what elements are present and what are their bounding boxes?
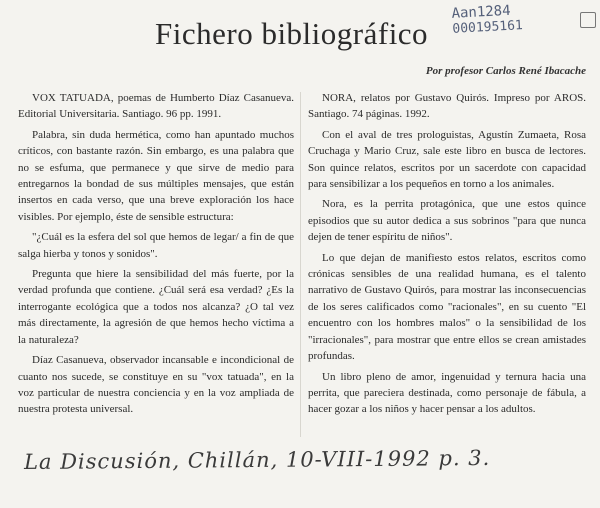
catalog-code-line-1: Aan1284 — [451, 2, 511, 22]
catalog-code-line-2: 000195161 — [452, 18, 524, 37]
page-title: Fichero bibliográfico — [155, 16, 429, 51]
handwritten-source-note: La Discusión, Chillán, 10-VIII-1992 p. 3. — [23, 445, 491, 475]
review-paragraph: Pregunta que hiere la sensibilidad del más fuerte, por la verdad profunda que contiene. ¿Cuál será esa verdad? ¿Es la interrogante ecológica que a todos nos alcanza? ¿O tal vez más directamente, la agresión de que hemos hecho víctima a la naturaleza? — [18, 268, 294, 346]
review-quote: "¿Cuál es la esfera del sol que hemos de legar/ a fin de que salga hierba y tonos y sonidos". — [18, 231, 294, 260]
left-column-review — [18, 90, 294, 422]
review-citation: NORA, relatos por Gustavo Quirós. Impreso por AROS. Santiago. 74 páginas. 1992. — [308, 92, 586, 121]
review-paragraph: Lo que dejan de manifiesto estos relatos, escritos como crónicas sensibles de una realidad humana, es el talento narrativo de Gustavo Quirós, para mostrar las inconsecuencias de los seres calificados como "racionales", en su cuento "El encuentro con los hombres malos" o la sensibilidad de los "irracionales", para mostrar que entre ellos se crean amistades profundas. — [308, 251, 586, 363]
review-paragraph: Un libro pleno de amor, ingenuidad y ternura hacia una perrita, que pareciera destinada, como personaje de fábula, a hacer gozar a los niños y hacer pensar a los adultos. — [308, 370, 586, 416]
column-divider — [300, 92, 301, 437]
review-paragraph: Nora, es la perrita protagónica, que une estos quince episodios que su autor dedica a sus sobrinos "para que nunca dejen de tener espíritu de niños". — [308, 198, 586, 244]
handwritten-catalog-code — [451, 2, 523, 38]
review-citation: VOX TATUADA, poemas de Humberto Díaz Casanueva. Editorial Universitaria. Santiago. 96 pp. 1991. — [18, 92, 294, 121]
review-paragraph: Con el aval de tres prologuistas, Agustín Zumaeta, Rosa Cruchaga y Mario Cruz, sale este libro en busca de lectores. Son quince relatos, escritos por un sacerdote con capacidad para sensibilizar a los pequeños en torno a los animales. — [308, 128, 586, 191]
author-byline: Por profesor Carlos René Ibacache — [425, 65, 586, 77]
right-column-review — [308, 90, 586, 422]
review-paragraph: Díaz Casanueva, observador incansable e incondicional de cuanto nos sucede, se constituye en su "vox tatuada", en la voz particular de nuestra conciencia y en la voz ampliada de nuestra protesta universal. — [18, 354, 294, 416]
review-paragraph: Palabra, sin duda hermética, como han apuntado muchos críticos, con bastante razón. Sin embargo, es una palabra que no se esfuma, que permanece y que sirve de medio para entregarnos la bondad de sus múltiples mensajes, que están insertos en cada verso, que una breve exploración los hace visibles. Por ejemplo, éste de sensible estructura: — [18, 128, 294, 223]
corner-mark — [580, 12, 596, 28]
